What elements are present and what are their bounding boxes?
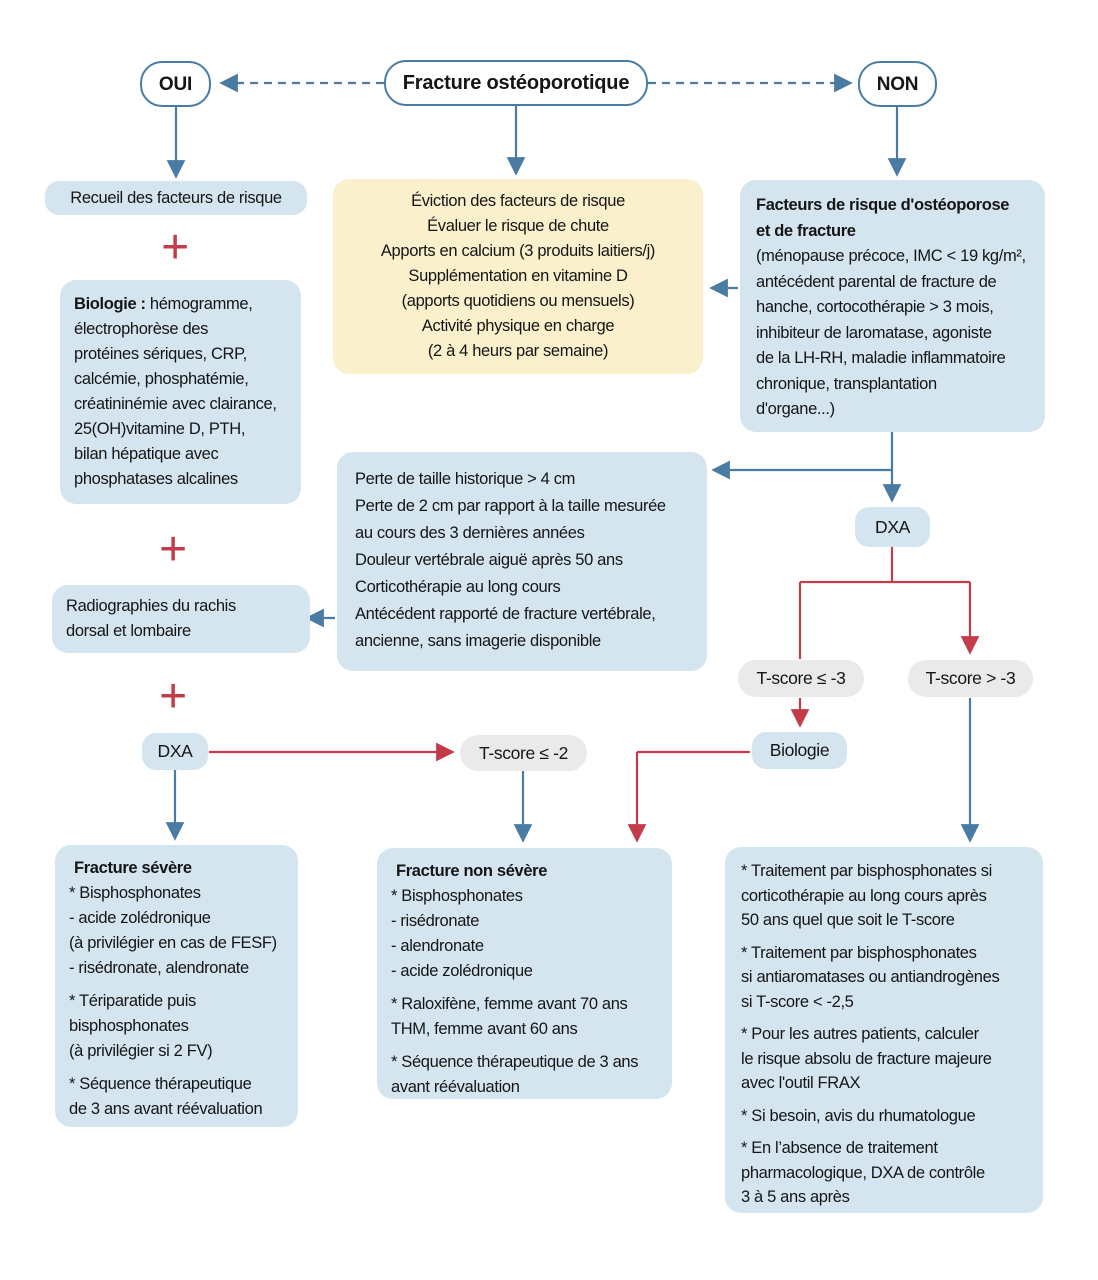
radiographs-text: Radiographies du rachis dorsal et lombaire <box>66 597 236 640</box>
node-non <box>858 61 937 107</box>
node-tscore-le2 <box>460 735 587 771</box>
node-prevention <box>333 179 703 374</box>
line-dxa-right-split <box>800 547 970 659</box>
node-tscore-le3 <box>738 660 864 697</box>
node-non-label: NON <box>876 73 919 95</box>
node-tscore-gt3 <box>908 660 1033 697</box>
tscore-le3-label: T-score ≤ -3 <box>756 668 846 688</box>
plus-sign-3: + <box>159 670 187 723</box>
biology-right-label: Biologie <box>769 740 830 760</box>
fracture-severe-title: Fracture sévère <box>74 859 192 877</box>
fracture-non-severe-title: Fracture non sévère <box>396 862 548 880</box>
node-dxa-right <box>855 507 930 547</box>
fracture-non-severe-text: * Bisphosphonates - risédronate - alendronate - acide zolédronique * Raloxifène, femme avant 70 ans THM, femme avant 60 ans * Séquence thérapeutique de 3 ans avant réévaluation <box>391 887 639 1096</box>
node-oui <box>140 61 211 107</box>
node-recueil-label: Recueil des facteurs de risque <box>70 188 282 207</box>
biology-workup-text: hémogramme, électrophorèse des protéines sériques, CRP, calcémie, phosphatémie, créatininémie avec clairance, 25(OH)vitamine D, PTH, bilan hépatique avec phosphatases alcalines <box>74 295 277 488</box>
fracture-severe-text: * Bisphosphonates - acide zolédronique (à privilégier en cas de FESF) - risédronate, alendronate * Tériparatide puis bisphosphonates (à privilégier si 2 FV) * Séquence thérapeutique de 3 ans avant réévaluation <box>69 884 277 1118</box>
plus-sign-2: + <box>159 523 187 576</box>
node-risk-factors <box>740 180 1045 432</box>
tscore-le2-label: T-score ≤ -2 <box>478 742 569 763</box>
no-fracture-treatment-text: * Traitement par bisphosphonates si corticothérapie au long cours après 50 ans quel que soit le T-score * Traitement par bisphosphonates si antiaromatases ou antiandrogènes si T-score < -2,5 * Pour les autres patients, calculer le risque absolu de fracture majeure avec l'outil FRAX * Si besoin, avis du rhumatologue * En l’absence de traitement pharmacologique, DXA de contrôle 3 à 5 ans après <box>741 862 1000 1206</box>
node-biology-right <box>752 732 847 769</box>
node-biology-workup <box>60 280 301 504</box>
node-fracture-non-severe <box>377 848 672 1099</box>
node-recueil-facteurs <box>45 181 307 215</box>
risk-factors-text: (ménopause précoce, IMC < 19 kg/m², antécédent parental de fracture de hanche, cortocothérapie > 3 mois, inhibiteur de laromatase, agoniste de la LH-RH, maladie inflammatoire chronique, transplantation d'organe...) <box>756 247 1026 418</box>
plus-sign-1: + <box>161 221 189 274</box>
node-radiographs <box>52 585 310 653</box>
node-title <box>384 60 648 106</box>
page-title: Fracture ostéoporotique <box>402 71 630 94</box>
height-loss-text: Perte de taille historique > 4 cm Perte de 2 cm par rapport à la taille mesurée au cours des 3 dernières années Douleur vertébrale aiguë après 50 ans Corticothérapie au long cours Antécédent rapporté de fracture vertébrale, ancienne, sans imagerie disponible <box>355 470 666 650</box>
biology-workup-heading: Biologie : <box>74 295 146 313</box>
dxa-right-label: DXA <box>875 516 910 537</box>
dxa-left-label: DXA <box>157 741 193 761</box>
node-fracture-severe <box>55 845 298 1127</box>
node-height-loss <box>337 452 707 671</box>
node-no-fracture-treatment <box>725 847 1043 1213</box>
node-dxa-left <box>142 733 208 770</box>
prevention-text: Éviction des facteurs de risque Évaluer le risque de chute Apports en calcium (3 produits laitiers/j) Supplémentation en vitamine D (apports quotidiens ou mensuels) Activité physique en charge (2 à 4 heurs par semaine) <box>380 192 656 360</box>
risk-factors-title: Facteurs de risque d'ostéoporose et de fracture <box>756 196 1010 240</box>
tscore-gt3-label: T-score > -3 <box>925 668 1016 688</box>
node-oui-label: OUI <box>158 73 193 95</box>
